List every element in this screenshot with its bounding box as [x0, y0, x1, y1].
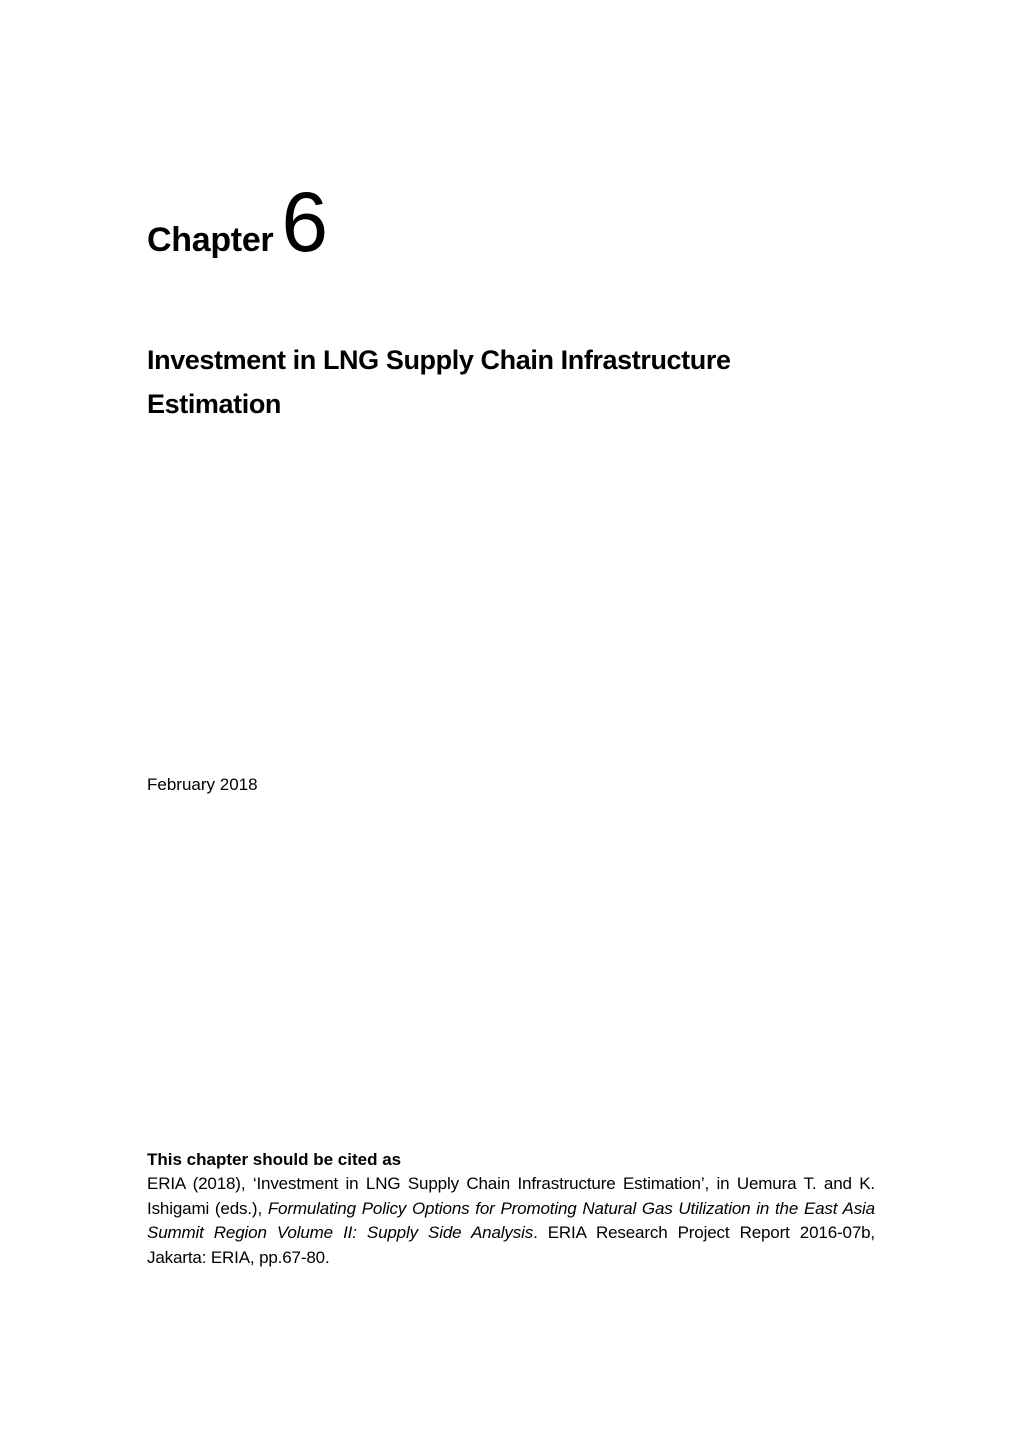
- chapter-title-line-2: Estimation: [147, 389, 282, 419]
- citation-book-title: Formulating Policy Options for Promoting Natural Gas Utilization in the East Asia Summit Region Volume II: Supply Side Analysis: [147, 1198, 875, 1242]
- citation-text-part-2: . ERIA Research Project Report 2016-07b, Jakarta: ERIA, pp.67-80.: [147, 1223, 875, 1267]
- chapter-label: Chapter: [147, 221, 274, 259]
- chapter-number: 6: [281, 175, 328, 269]
- chapter-heading: [147, 175, 328, 269]
- chapter-title-line-1: Investment in LNG Supply Chain Infrastructure: [147, 345, 731, 375]
- citation-text-part-1: ERIA (2018), ‘Investment in LNG Supply Chain Infrastructure Estimation’, in Uemura T. and K. Ishigami (eds.),: [147, 1174, 875, 1218]
- citation-text: [147, 1172, 875, 1270]
- publication-date: February 2018: [147, 775, 258, 794]
- chapter-title: [147, 338, 887, 426]
- citation-label: This chapter should be cited as: [147, 1150, 402, 1169]
- citation-block: [147, 1148, 875, 1270]
